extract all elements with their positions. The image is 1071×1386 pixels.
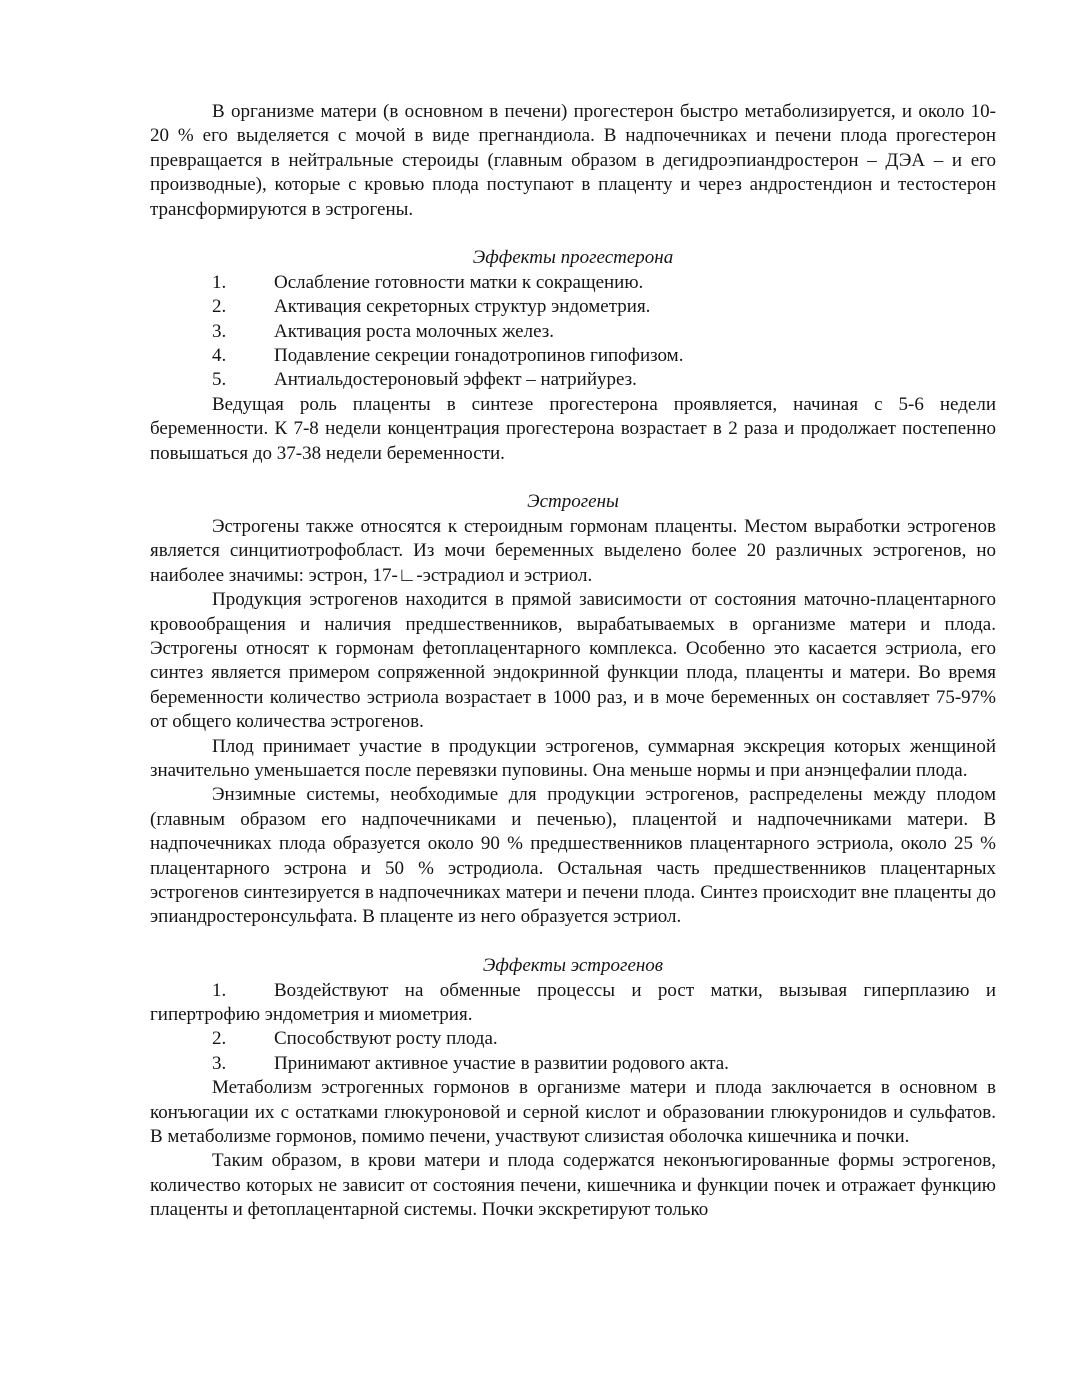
paragraph-estrogen-production: Продукция эстрогенов находится в прямой зависимости от состояния маточно-плацентарного кровообращения и наличия предшественников, вырабатываемых в организме матери и плода. Эстрогены относят к гормонам фетоплацентарного комплекса. Особенно это касается эстриола, его синтез является примером сопряженной эндокринной функции плода, плаценты и матери. Во время беременности количество эстриола возрастает в 1000 раз, и в моче беременных он составляет 75-97% от общего количества эстрогенов. [150, 589, 996, 733]
spacer [150, 466, 996, 490]
list-number: 3. [212, 320, 227, 342]
list-text: Антиальдостероновый эффект – натрийурез. [274, 369, 637, 391]
list-number: 3. [212, 1052, 227, 1074]
paragraph-enzyme-systems: Энзимные системы, необходимые для продукции эстрогенов, распределены между плодом (главным образом его надпочечниками и печенью), плацентой и надпочечниками матери. В надпочечниках плода образуется около 90 % предшественников плацентарного эстриола, около 25 % плацентарного эстрона и 50 % эстродиола. Остальная часть предшественников плацентарных эстрогенов синтезируется в надпочечниках матери и печени плода. Синтез происходит вне плаценты до эпиандростеронсульфата. В плаценте из него образуется эстриол. [150, 784, 996, 928]
spacer [150, 222, 996, 246]
heading-estrogens: Эстрогены [527, 491, 619, 513]
list-item [150, 320, 996, 344]
progesterone-effects-list [150, 271, 996, 393]
list-text: Ослабление готовности матки к сокращению. [274, 271, 644, 293]
heading-progesterone-effects: Эффекты прогестерона [472, 247, 674, 269]
list-text: Подавление секреции гонадотропинов гипофизом. [274, 345, 684, 367]
list-item [150, 295, 996, 319]
list-number: 5. [212, 369, 227, 391]
list-number: 1. [212, 979, 227, 1001]
paragraph-placenta-role: Ведущая роль плаценты в синтезе прогестерона проявляется, начиная с 5-6 недели беременности. К 7-8 недели концентрация прогестерона возрастает в 2 раза и продолжает постепенно повышаться до 37-38 недели беременности. [150, 393, 996, 464]
list-item [150, 271, 996, 295]
list-text: Активация роста молочных желез. [274, 320, 554, 342]
list-number: 1. [212, 271, 227, 293]
document-page [150, 100, 996, 1223]
list-item [150, 344, 996, 368]
paragraph-fetus-participation: Плод принимает участие в продукции эстрогенов, суммарная экскреция которых женщиной значительно уменьшается после перевязки пуповины. Она меньше нормы и при анэнцефалии плода. [150, 735, 996, 781]
list-text: Способствуют росту плода. [274, 1028, 498, 1050]
list-text: Активация секреторных структур эндометрия. [274, 296, 651, 318]
paragraph-estrogens-intro: Эстрогены также относятся к стероидным гормонам плаценты. Местом выработки эстрогенов является синцитиотрофобласт. Из мочи беременных выделено более 20 различных эстрогенов, но наиболее значимы: эстрон, 17-∟-эстрадиол и эстриол. [150, 515, 996, 586]
list-item [150, 368, 996, 392]
list-item [150, 1027, 996, 1051]
paragraph-estrogen-metabolism: Метаболизм эстрогенных гормонов в организме матери и плода заключается в основном в конъюгации их с остатками глюкуроновой и серной кислот и образовании глюкуронидов и сульфатов. В метаболизме гормонов, помимо печени, участвуют слизистая оболочка кишечника и почки. [150, 1077, 996, 1148]
list-text: Воздействуют на обменные процессы и рост матки, вызывая гиперплазию и гипертрофию эндометрия и миометрия. [150, 979, 996, 1025]
list-number: 2. [212, 1028, 227, 1050]
paragraph-conclusion: Таким образом, в крови матери и плода содержатся неконъюгированные формы эстрогенов, количество которых не зависит от состояния печени, кишечника и функции почек и отражает функцию плаценты и фетоплацентарной системы. Почки экскретируют только [150, 1150, 996, 1221]
list-number: 2. [212, 296, 227, 318]
heading-estrogen-effects: Эффекты эстрогенов [482, 955, 664, 977]
spacer [150, 930, 996, 954]
list-number: 4. [212, 345, 227, 367]
list-item [150, 1052, 996, 1076]
estrogen-effects-list [150, 979, 996, 1077]
paragraph-progesterone-metabolism: В организме матери (в основном в печени) прогестерон быстро метаболизируется, и около 10-20 % его выделяется с мочой в виде прегнандиола. В надпочечниках и печени плода прогестерон превращается в нейтральные стероиды (главным образом в дегидроэпиандростерон – ДЭА – и его производные), которые с кровью плода поступают в плаценту и через андростендион и тестостерон трансформируются в эстрогены. [150, 101, 996, 220]
list-text: Принимают активное участие в развитии родового акта. [274, 1052, 729, 1074]
list-item [150, 979, 996, 1028]
